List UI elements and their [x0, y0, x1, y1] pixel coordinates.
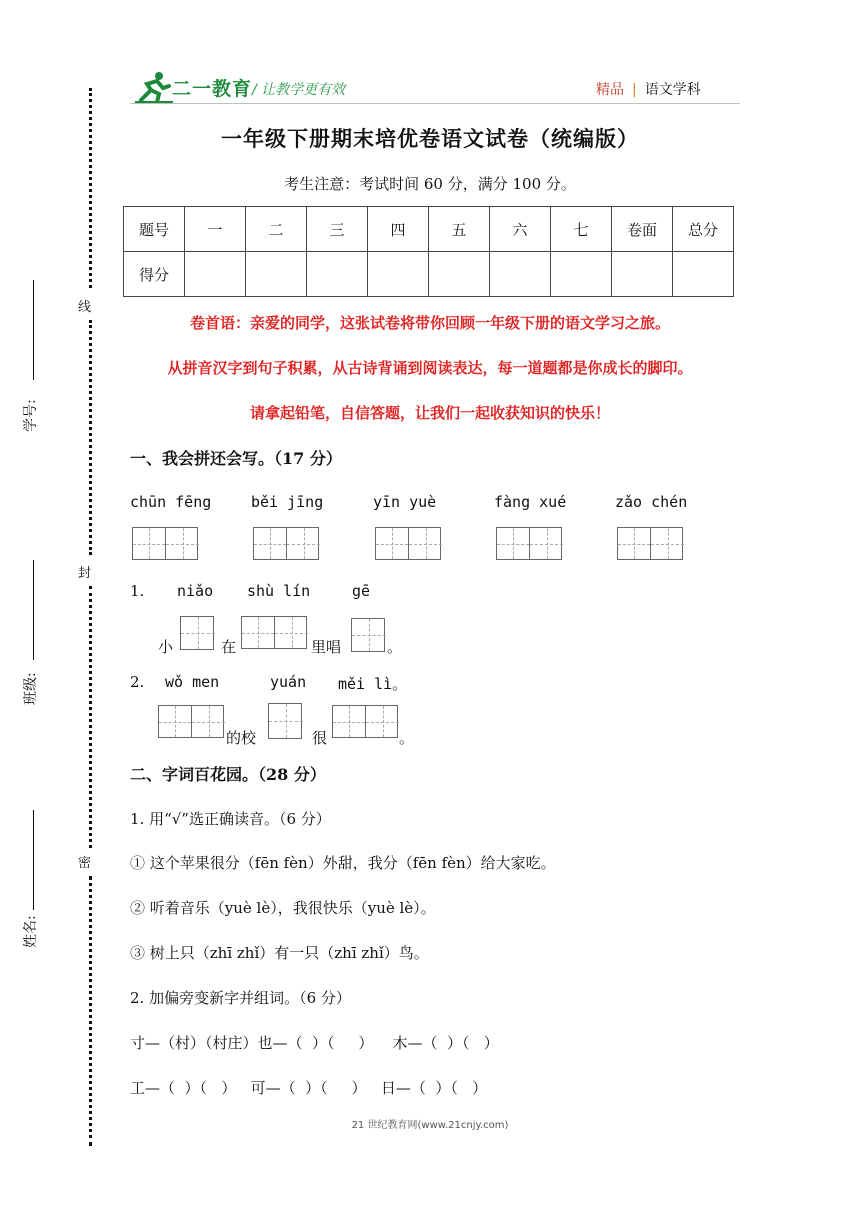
q2-pinyin-1: wǒ men [165, 673, 220, 691]
pronunciation-item-1: ① 这个苹果很分（fēn fèn）外甜，我分（fēn fèn）给大家吃。 [130, 854, 556, 872]
section-2-q1: 1. 用“√”选正确读音。（6 分） [130, 810, 331, 828]
pronunciation-item-2: ② 听着音乐（yuè lè），我很快乐（yuè lè）。 [130, 899, 436, 917]
writing-grid[interactable] [132, 527, 198, 560]
pinyin-2: běi jīng [251, 493, 324, 511]
col-label: 总分 [673, 207, 734, 252]
header-divider [130, 103, 740, 104]
q1-word-4: 。 [387, 638, 403, 656]
writing-grid[interactable] [253, 527, 319, 560]
q2-pinyin-2: yuán [270, 673, 307, 691]
exam-notice: 考生注意：考试时间 60 分，满分 100 分。 [284, 175, 576, 193]
col-label: 一 [185, 207, 246, 252]
tag-separator: | [632, 82, 637, 98]
name-label: 姓名: [23, 915, 39, 948]
q1-word-3: 里唱 [311, 638, 342, 656]
q1-pinyin-2: shù lín [247, 582, 311, 600]
name-line[interactable] [33, 810, 34, 910]
score-cell[interactable] [185, 252, 246, 297]
score-table-score-row [124, 252, 734, 297]
writing-grid[interactable] [268, 703, 302, 739]
writing-grid[interactable] [375, 527, 441, 560]
score-cell[interactable] [490, 252, 551, 297]
score-table [123, 206, 734, 297]
section-2-heading: 二、字词百花园。（28 分） [130, 765, 326, 784]
logo-text: 二一教育 [172, 78, 253, 100]
intro-line-3: 请拿起铅笔，自信答题，让我们一起收获知识的快乐！ [249, 404, 610, 422]
q2-word-1: 的校 [226, 729, 257, 747]
score-table-header-row [124, 207, 734, 252]
intro-line-2: 从拼音汉字到句子积累，从古诗背诵到阅读表达，每一道题都是你成长的脚印。 [167, 359, 693, 377]
row-label: 题号 [124, 207, 185, 252]
score-cell[interactable] [307, 252, 368, 297]
q1-number: 1. [130, 582, 145, 600]
class-line[interactable] [33, 560, 34, 660]
col-label: 五 [429, 207, 490, 252]
row-label: 得分 [124, 252, 185, 297]
tag-subject: 语文学科 [644, 82, 701, 98]
binding-dashed-line [89, 876, 92, 1146]
col-label: 三 [307, 207, 368, 252]
student-id-label: 学号: [23, 399, 39, 432]
col-label: 七 [551, 207, 612, 252]
pronunciation-item-3: ③ 树上只（zhī zhǐ）有一只（zhī zhǐ）鸟。 [130, 944, 429, 962]
score-cell[interactable] [551, 252, 612, 297]
page-title: 一年级下册期末培优卷语文试卷（统编版） [221, 126, 639, 151]
tag-premium: 精品 [596, 82, 624, 98]
writing-grid[interactable] [241, 616, 307, 649]
class-label: 班级: [23, 672, 39, 705]
intro-line-1: 卷首语：亲爱的同学，这张试卷将带你回顾一年级下册的语文学习之旅。 [189, 314, 670, 332]
q2-pinyin-3: měi lì。 [338, 675, 408, 693]
student-id-line[interactable] [33, 280, 34, 380]
binding-dashed-line [89, 88, 92, 288]
binding-line-char: 线 [78, 300, 92, 315]
writing-grid[interactable] [332, 705, 398, 738]
q2-word-3: 。 [399, 729, 415, 747]
col-label: 卷面 [612, 207, 673, 252]
writing-grid[interactable] [158, 705, 224, 738]
binding-secret-char: 密 [78, 856, 92, 871]
header-tags [596, 79, 701, 99]
writing-grid[interactable] [496, 527, 562, 560]
score-cell[interactable] [612, 252, 673, 297]
binding-dashed-line [89, 320, 92, 555]
binding-dashed-line [89, 586, 92, 848]
pinyin-5: zǎo chén [615, 493, 688, 511]
col-label: 六 [490, 207, 551, 252]
pinyin-1: chūn fēng [130, 493, 212, 511]
writing-grid[interactable] [351, 618, 385, 652]
score-cell[interactable] [246, 252, 307, 297]
writing-grid[interactable] [617, 527, 683, 560]
pinyin-4: fàng xué [494, 493, 567, 511]
radical-row-2: 工—（ ）（ ） 可—（ ）（ ） 日—（ ）（ ） [130, 1079, 488, 1097]
score-cell[interactable] [368, 252, 429, 297]
pinyin-3: yīn yuè [373, 493, 437, 511]
q1-word-1: 小 [158, 638, 174, 656]
score-cell[interactable] [429, 252, 490, 297]
section-2-q2: 2. 加偏旁变新字并组词。（6 分） [130, 989, 351, 1007]
q1-pinyin-3: gē [352, 582, 371, 600]
radical-row-1: 寸—（村）（村庄）也—（ ）（ ） 木—（ ）（ ） [130, 1034, 499, 1052]
binding-seal-char: 封 [78, 566, 92, 581]
slogan: / 让教学更有效 [252, 82, 346, 98]
section-1-heading: 一、我会拼还会写。（17 分） [130, 449, 342, 468]
writing-grid[interactable] [180, 616, 214, 650]
footer: 21 世纪教育网(www.21cnjy.com) [351, 1120, 509, 1131]
q1-pinyin-1: niǎo [177, 582, 214, 600]
q2-word-2: 很 [312, 729, 328, 747]
q2-number: 2. [130, 673, 145, 691]
logo-runner-icon [133, 70, 177, 104]
score-cell[interactable] [673, 252, 734, 297]
col-label: 二 [246, 207, 307, 252]
col-label: 四 [368, 207, 429, 252]
q1-word-2: 在 [221, 638, 237, 656]
